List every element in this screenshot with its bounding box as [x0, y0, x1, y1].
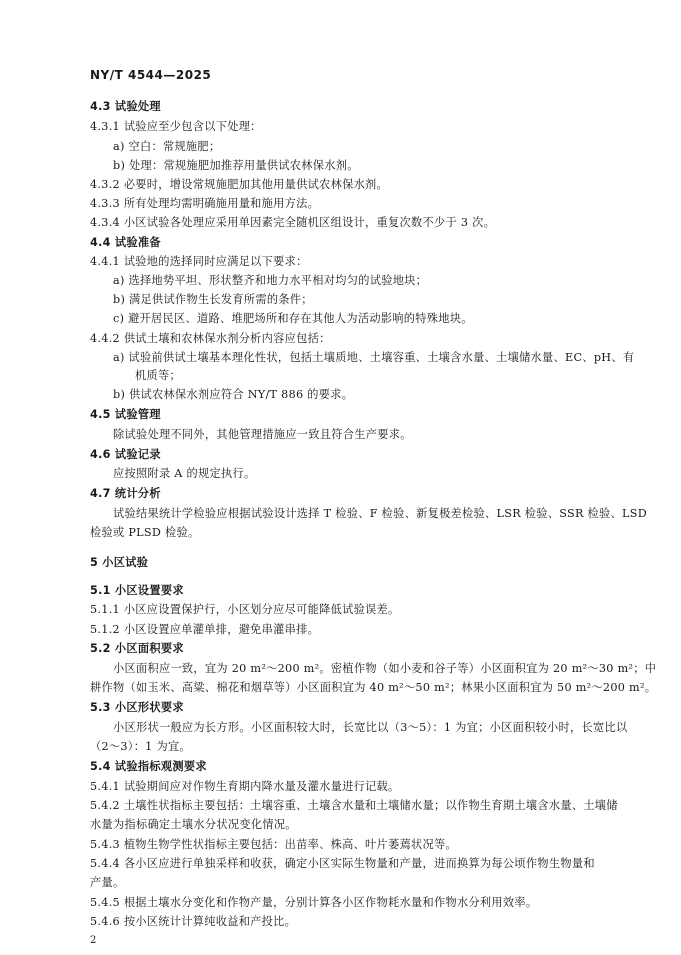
text-line-p-4-4-1: 4.4.1 试验地的选择同时应满足以下要求：	[90, 255, 308, 268]
text-line-p-5-4-2b: 水量为指标确定土壤水分状况变化情况。	[90, 818, 297, 831]
text-line-p-5-4-4a: 5.4.4 各小区应进行单独采样和收获，确定小区实际生物量和产量，进而换算为每公顷作物生物量和	[90, 857, 595, 870]
section-heading-h-5-4: 5.4 试验指标观测要求	[90, 760, 207, 773]
text-line-p-5-4-4b: 产量。	[90, 876, 125, 889]
text-line-p-4-3-1-a: a) 空白：常规施肥；	[113, 140, 221, 153]
text-line-p-5-4-6: 5.4.6 按小区统计计算纯收益和产投比。	[90, 915, 297, 928]
text-line-p-4-4-2-b: b) 供试农林保水剂应符合 NY/T 886 的要求。	[113, 388, 354, 401]
text-line-p-5-4-1: 5.4.1 试验期间应对作物生育期内降水量及灌水量进行记载。	[90, 780, 400, 793]
text-line-p-5-2-2: 耕作物（如玉米、高粱、棉花和烟草等）小区面积宜为 40 m²～50 m²；林果小区面积宜为 50 m²～200 m²。	[90, 681, 657, 694]
section-heading-h-5: 5 小区试验	[90, 556, 149, 569]
section-heading-h-4-7: 4.7 统计分析	[90, 487, 161, 500]
text-line-p-4-4-1-a: a) 选择地势平坦、形状整齐和地力水平相对均匀的试验地块；	[113, 274, 428, 287]
text-line-p-5-2-1: 小区面积应一致，宜为 20 m²～200 m²。密植作物（如小麦和谷子等）小区面积宜为 20 m²～30 m²；中	[113, 662, 657, 675]
text-line-p-4-7-1: 试验结果统计学检验应根据试验设计选择 T 检验、F 检验、新复极差检验、LSR 检验、SSR 检验、LSD	[113, 507, 647, 520]
section-heading-h-4-6: 4.6 试验记录	[90, 448, 161, 461]
section-heading-h-5-2: 5.2 小区面积要求	[90, 642, 184, 655]
text-line-p-5-4-5: 5.4.5 根据土壤水分变化和作物产量，分别计算各小区作物耗水量和作物水分利用效率。	[90, 896, 538, 909]
text-line-p-4-4-1-c: c) 避开居民区、道路、堆肥场所和存在其他人为活动影响的特殊地块。	[113, 312, 473, 325]
text-line-p-5-3-2: （2～3）：1 为宜。	[90, 740, 191, 753]
text-line-p-5-4-3: 5.4.3 植物生物学性状指标主要包括：出苗率、株高、叶片萎蔫状况等。	[90, 838, 457, 851]
section-heading-h-5-1: 5.1 小区设置要求	[90, 584, 184, 597]
section-heading-h-4-3: 4.3 试验处理	[90, 100, 161, 113]
section-heading-h-5-3: 5.3 小区形状要求	[90, 701, 184, 714]
text-line-p-4-5: 除试验处理不同外，其他管理措施应一致且符合生产要求。	[113, 428, 412, 441]
text-line-p-5-3-1: 小区形状一般应为长方形。小区面积较大时，长宽比以（3～5）：1 为宜；小区面积较小时，长宽比以	[113, 721, 628, 734]
text-line-p-4-7-2: 检验或 PLSD 检验。	[90, 526, 200, 539]
text-line-p-4-4-2-a2: 机质等；	[135, 369, 181, 382]
text-line-p-4-4-2: 4.4.2 供试土壤和农林保水剂分析内容应包括：	[90, 332, 331, 345]
document-header-id: NY/T 4544—2025	[90, 68, 212, 82]
text-line-p-4-3-1: 4.3.1 试验应至少包含以下处理：	[90, 120, 262, 133]
text-line-p-4-3-3: 4.3.3 所有处理均需明确施用量和施用方法。	[90, 197, 320, 210]
text-line-p-4-6: 应按照附录 A 的规定执行。	[113, 467, 256, 480]
section-heading-h-4-4: 4.4 试验准备	[90, 236, 161, 249]
section-heading-h-4-5: 4.5 试验管理	[90, 408, 161, 421]
text-line-p-4-3-4: 4.3.4 小区试验各处理应采用单因素完全随机区组设计，重复次数不少于 3 次。	[90, 216, 496, 229]
text-line-p-4-3-1-b: b) 处理：常规施肥加推荐用量供试农林保水剂。	[113, 159, 359, 172]
text-line-p-4-4-1-b: b) 满足供试作物生长发育所需的条件；	[113, 293, 313, 306]
page-number: 2	[90, 935, 97, 946]
text-line-p-5-1-1: 5.1.1 小区应设置保护行，小区划分应尽可能降低试验误差。	[90, 603, 400, 616]
text-line-p-5-1-2: 5.1.2 小区设置应单灌单排，避免串灌串排。	[90, 623, 320, 636]
text-line-p-4-3-2: 4.3.2 必要时，增设常规施肥加其他用量供试农林保水剂。	[90, 178, 389, 191]
text-line-p-5-4-2a: 5.4.2 土壤性状指标主要包括：土壤容重、土壤含水量和土壤储水量；以作物生育期土壤含水量、土壤储	[90, 799, 618, 812]
text-line-p-4-4-2-a: a) 试验前供试土壤基本理化性状，包括土壤质地、土壤容重、土壤含水量、土壤储水量、EC、pH、有	[113, 351, 635, 364]
